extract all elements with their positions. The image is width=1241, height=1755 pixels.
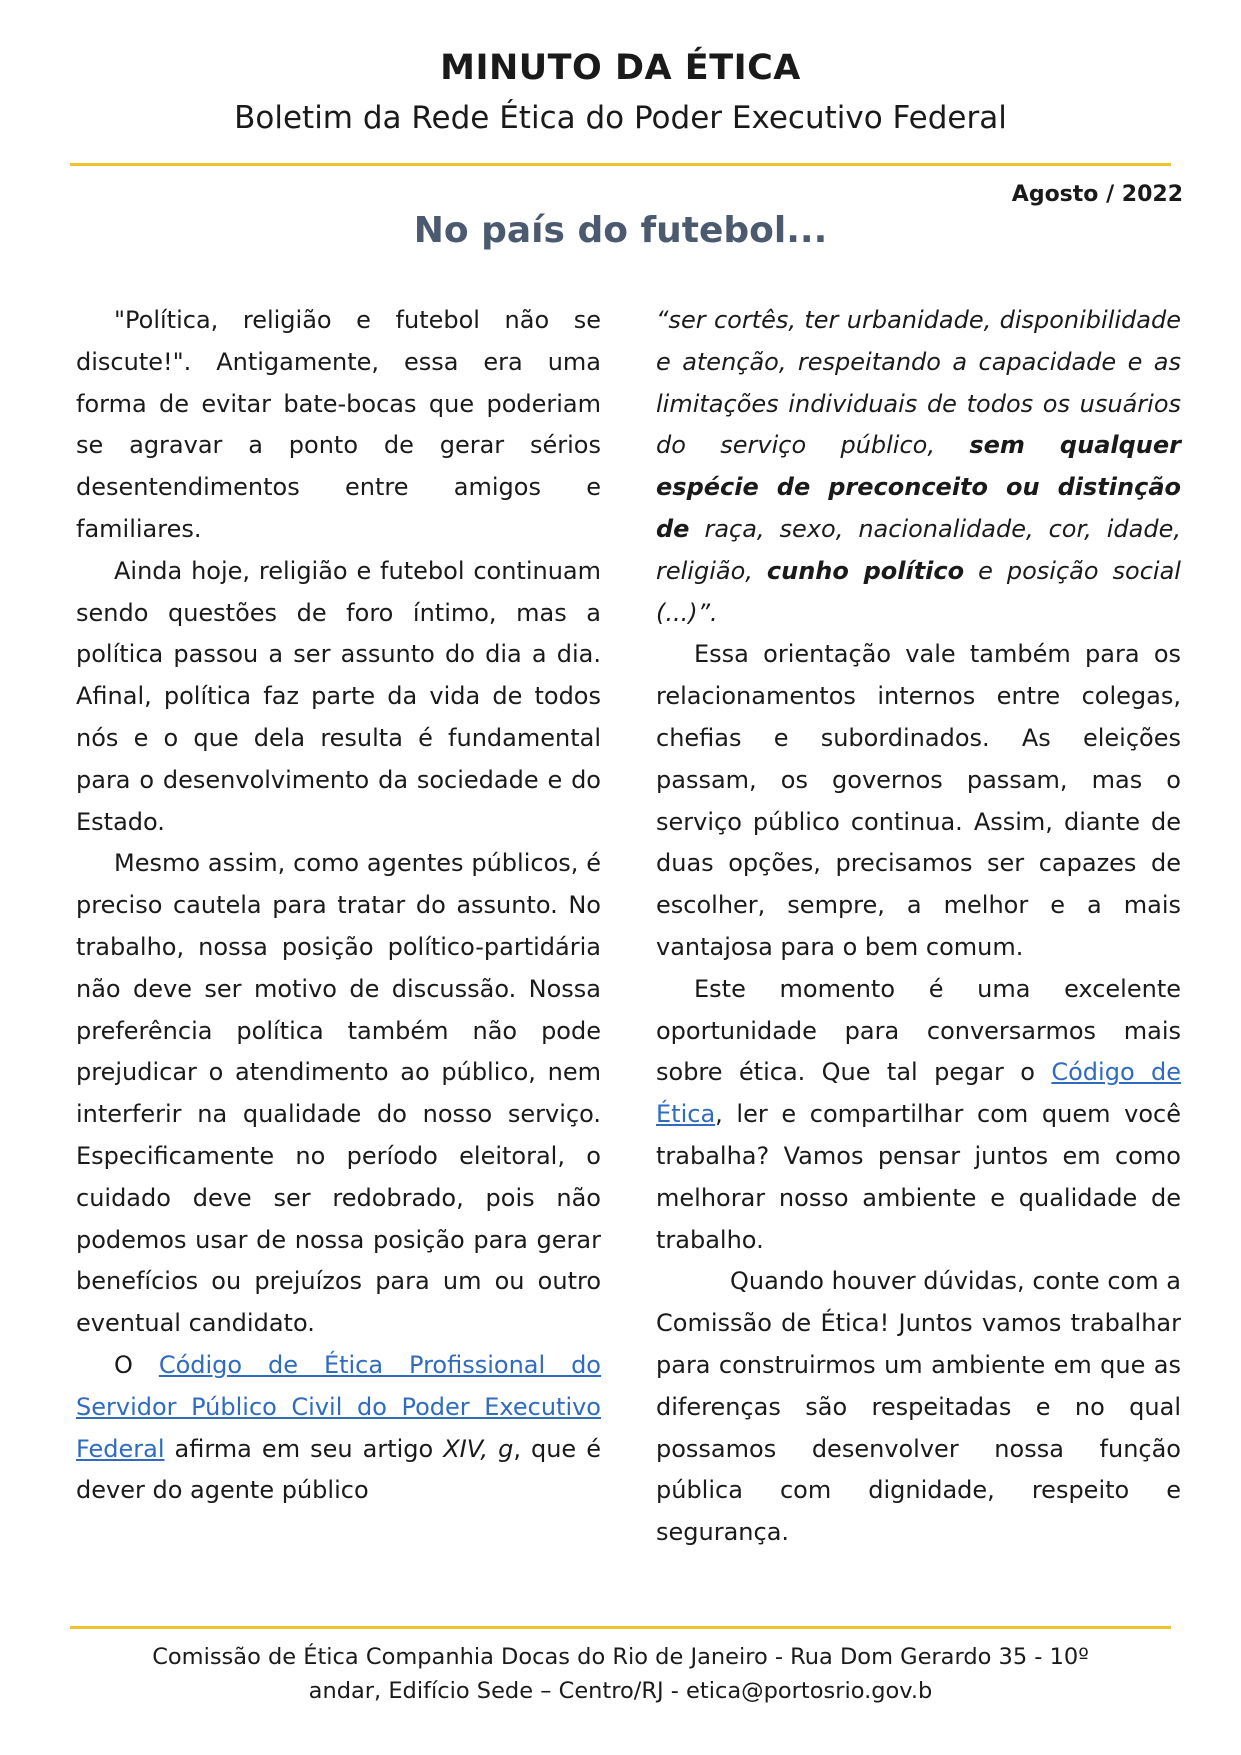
article-headline: No país do futebol... [413, 210, 828, 251]
paragraph: Essa orientação vale também para os relacionamentos internos entre colegas, chefias e subordinados. As eleições passam, os governos passam, mas o serviço público continua. Assim, diante de duas opções, precisamos ser capazes de escolher, sempre, a melhor e a mais vantajosa para o bem comum. [656, 640, 1181, 961]
footer [0, 1640, 1241, 1708]
code-of-ethics-link[interactable]: Código de Ética Profissional do Servidor Público Civil do Poder Executivo Federal [76, 1350, 601, 1463]
header-divider [70, 163, 1171, 166]
footer-divider [70, 1626, 1171, 1629]
text-span: Este momento é uma excelente oportunidade para conversarmos mais sobre ética. Que tal pegar o [656, 974, 1181, 1087]
code-of-ethics-link[interactable]: Código de Ética [656, 1058, 1182, 1129]
quote-paragraph [656, 300, 1181, 634]
quote-text: “ser cortês, ter urbanidade, disponibilidade e atenção, respeitando a capacidade e as limitações individuais de todos os usuários do serviço público, [656, 306, 1181, 460]
text-span: O [114, 1350, 159, 1379]
right-column [656, 300, 1181, 1554]
quote-emphasis: cunho político [766, 556, 965, 585]
paragraph: "Política, religião e futebol não se discute!". Antigamente, essa era uma forma de evitar bate-bocas que poderiam se agravar a ponto de gerar sérios desentendimentos entre amigos e familiares. [76, 306, 601, 543]
bulletin-subtitle: Boletim da Rede Ética do Poder Executivo Federal [234, 100, 1007, 136]
paragraph [656, 969, 1181, 1262]
paragraph: Ainda hoje, religião e futebol continuam sendo questões de foro íntimo, mas a política passou a ser assunto do dia a dia. Afinal, política faz parte da vida de todos nós e o que dela resulta é fundamental para o desenvolvimento da sociedade e do Estado. [76, 556, 601, 836]
quote-text: e posição social (...)”. [656, 556, 1181, 627]
text-span: afirma em seu artigo [164, 1434, 444, 1463]
paragraph: Mesmo assim, como agentes públicos, é preciso cautela para tratar do assunto. No trabalho, nossa posição político-partidária não deve ser motivo de discussão. Nossa preferência política também não pode prejudicar o atendimento ao público, nem interferir na qualidade do nosso serviço. Especificamente no período eleitoral, o cuidado deve ser redobrado, pois não podemos usar de nossa posição para gerar benefícios ou prejuízos para um ou outro eventual candidato. [76, 849, 601, 1338]
footer-line: andar, Edifício Sede – Centro/RJ - etica@portosrio.gov.b [308, 1678, 933, 1704]
text-span: , ler e compartilhar com quem você trabalha? Vamos pensar juntos em como melhorar nosso ambiente e qualidade de trabalho. [656, 1100, 1181, 1254]
issue-date: Agosto / 2022 [1011, 182, 1183, 207]
article-reference: XIV, g [443, 1434, 514, 1463]
bulletin-title: MINUTO DA ÉTICA [440, 48, 801, 88]
paragraph: Quando houver dúvidas, conte com a Comissão de Ética! Juntos vamos trabalhar para construirmos um ambiente em que as diferenças são respeitadas e no qual possamos desenvolver nossa função pública com dignidade, respeito e segurança. [656, 1267, 1181, 1547]
paragraph [76, 1345, 601, 1512]
quote-text: raça, sexo, nacionalidade, cor, idade, religião, [656, 514, 1181, 585]
left-column [76, 300, 601, 1512]
text-span: , que é dever do agente público [76, 1434, 601, 1505]
quote-emphasis: sem qualquer espécie de preconceito ou distinção de [656, 431, 1181, 543]
footer-line: Comissão de Ética Companhia Docas do Rio de Janeiro - Rua Dom Gerardo 35 - 10º [152, 1644, 1089, 1670]
